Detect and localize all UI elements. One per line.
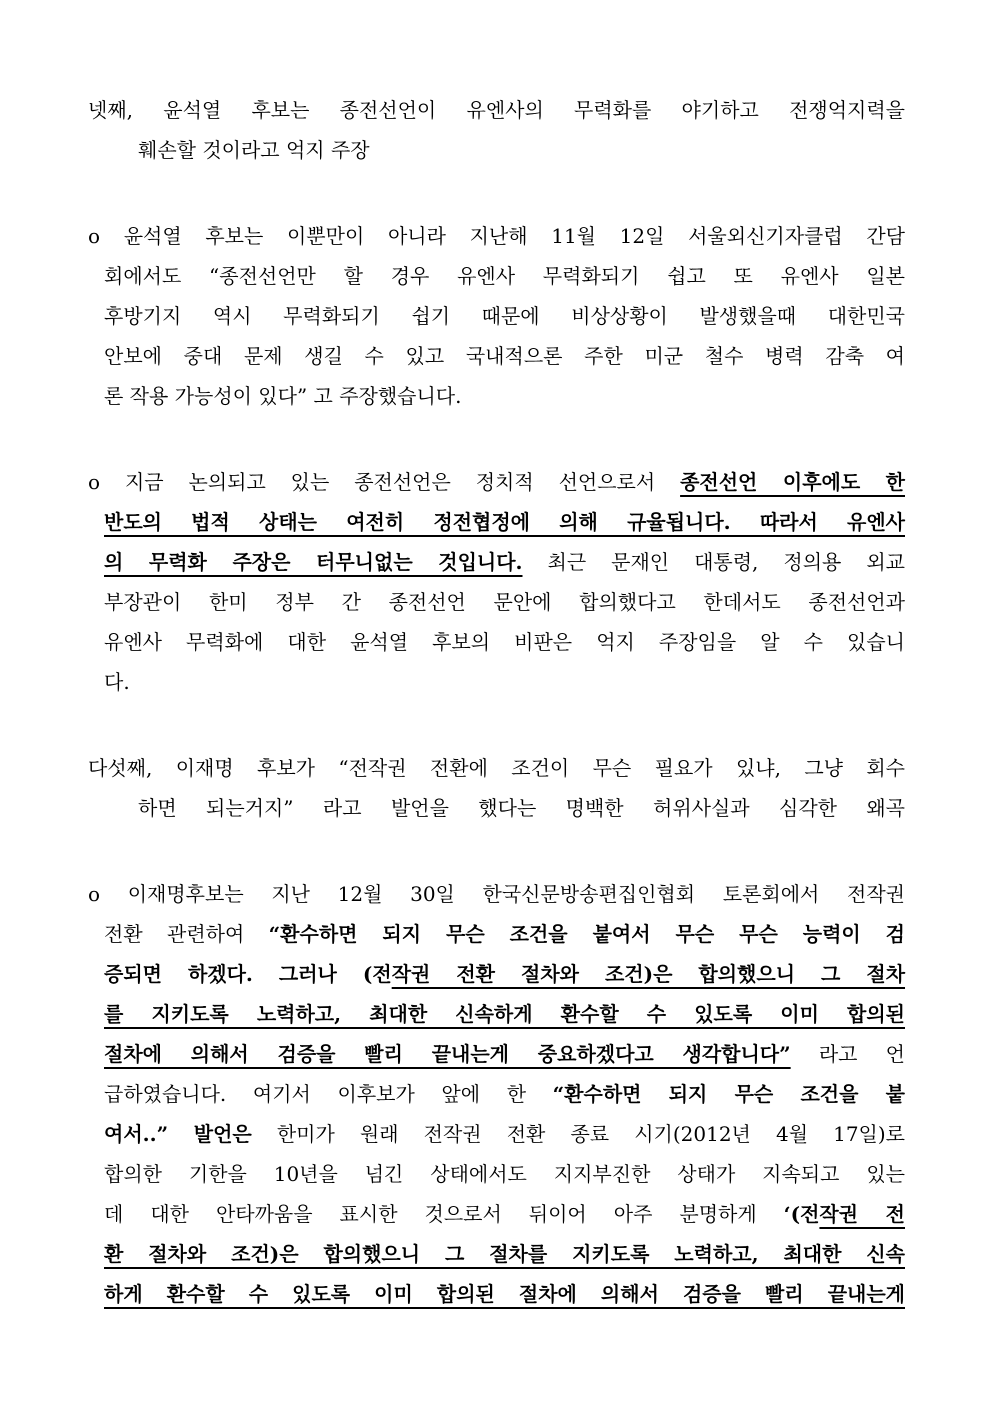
body-text: 유엔사 무력화에 대한 윤석열 후보의 비판은 억지 주장임을 알 수 있습니 [104,630,905,654]
body-text: 회에서도 “종전선언만 할 경우 유엔사 무력화되기 쉽고 또 유엔사 일본 [104,264,905,288]
text-line [88,748,905,788]
body-text: o 윤석열 후보는 이뿐만이 아니라 지난해 11월 12일 서울외신기자클럽 간담 [88,224,905,248]
paragraph-bullet-2 [88,216,905,416]
bold-text: 증되면 하겠다. 그러나 (전 [104,962,392,986]
text-line [88,954,905,994]
text-line [88,788,905,828]
text-line [88,1154,905,1194]
body-text: 급하였습니다. 여기서 이후보가 앞에 한 [104,1082,553,1106]
body-text: 넷째, 윤석열 후보는 종전선언이 유엔사의 무력화를 야기하고 전쟁억지력을 [88,98,905,122]
body-text: 한미가 원래 전작권 전환 종료 시기(2012년 4월 17일)로 [251,1122,906,1146]
text-line [88,582,905,622]
text-line [88,462,905,502]
body-text: 다섯째, 이재명 후보가 “전작권 전환에 조건이 무슨 필요가 있냐, 그냥 회수 [88,756,905,780]
text-line [88,1034,905,1074]
body-text: 데 대한 안타까움을 표시한 것으로서 뒤이어 아주 분명하게 [104,1202,784,1226]
body-text: 전환 관련하여 [104,922,269,946]
underlined-emphasis-text: 의 무력화 주장은 터무니없는 것입니다. [104,550,523,574]
underlined-emphasis-text: 작권 전 [819,1202,905,1226]
text-line [88,662,905,702]
bold-text: ‘(전 [783,1202,820,1226]
text-line [88,296,905,336]
text-line [88,1114,905,1154]
text-line [88,994,905,1034]
underlined-emphasis-text: 작권 전환 절차와 조건)은 합의했으니 그 절차 [391,962,906,986]
text-line [88,336,905,376]
underlined-emphasis-text: 를 지키도록 노력하고, 최대한 신속하게 환수할 수 있도록 이미 합의된 [104,1002,905,1026]
body-text: 라고 언 [790,1042,905,1066]
body-text: 부장관이 한미 정부 간 종전선언 문안에 합의했다고 한데서도 종전선언과 [104,590,905,614]
text-line [88,542,905,582]
bold-text: “환수하면 되지 무슨 조건을 붙 [552,1082,905,1106]
body-text: 안보에 중대 문제 생길 수 있고 국내적으론 주한 미군 철수 병력 감축 여 [104,344,905,368]
text-line [88,1234,905,1274]
paragraph-heading-4 [88,748,905,828]
paragraph-bullet-5 [88,874,905,1314]
underlined-emphasis-text: 반도의 법적 상태는 여전히 정전협정에 의해 규율됩니다. 따라서 유엔사 [104,510,905,534]
body-text: 후방기지 역시 무력화되기 쉽기 때문에 비상상황이 발생했을때 대한민국 [104,304,905,328]
text-line [88,90,905,130]
body-text: o 이재명후보는 지난 12월 30일 한국신문방송편집인협회 토론회에서 전작권 [88,882,905,906]
body-text: 합의한 기한을 10년을 넘긴 상태에서도 지지부진한 상태가 지속되고 있는 [104,1162,905,1186]
text-line [88,376,905,416]
bold-text: “환수하면 되지 무슨 조건을 붙여서 무슨 무슨 능력이 검 [268,922,906,946]
text-line [88,622,905,662]
underlined-emphasis-text: 절차에 의해서 검증을 빨리 끝내는게 중요하겠다고 생각합니다” [104,1042,791,1066]
text-line [88,1074,905,1114]
paragraph-heading-1 [88,90,905,170]
text-line [88,502,905,542]
paragraph-bullet-3 [88,462,905,702]
text-line [88,874,905,914]
body-text: 훼손할 것이라고 억지 주장 [138,138,370,162]
underlined-emphasis-text: 하게 환수할 수 있도록 이미 합의된 절차에 의해서 검증을 빨리 끝내는게 [104,1282,905,1306]
text-line [88,1194,905,1234]
body-text: 최근 문재인 대통령, 정의용 외교 [522,550,905,574]
body-text: 론 작용 가능성이 있다” 고 주장했습니다. [104,384,462,408]
bold-text: 여서..” 발언은 [104,1122,252,1146]
body-text: 하면 되는거지” 라고 발언을 했다는 명백한 허위사실과 심각한 왜곡 [138,796,905,820]
text-line [88,130,905,170]
text-line [88,914,905,954]
underlined-emphasis-text: 종전선언 이후에도 한 [680,470,905,494]
text-line [88,256,905,296]
body-text: 다. [104,670,130,694]
body-text: o 지금 논의되고 있는 종전선언은 정치적 선언으로서 [88,470,681,494]
text-line [88,1274,905,1314]
text-line [88,216,905,256]
underlined-emphasis-text: 환 절차와 조건)은 합의했으니 그 절차를 지키도록 노력하고, 최대한 신속 [104,1242,905,1266]
